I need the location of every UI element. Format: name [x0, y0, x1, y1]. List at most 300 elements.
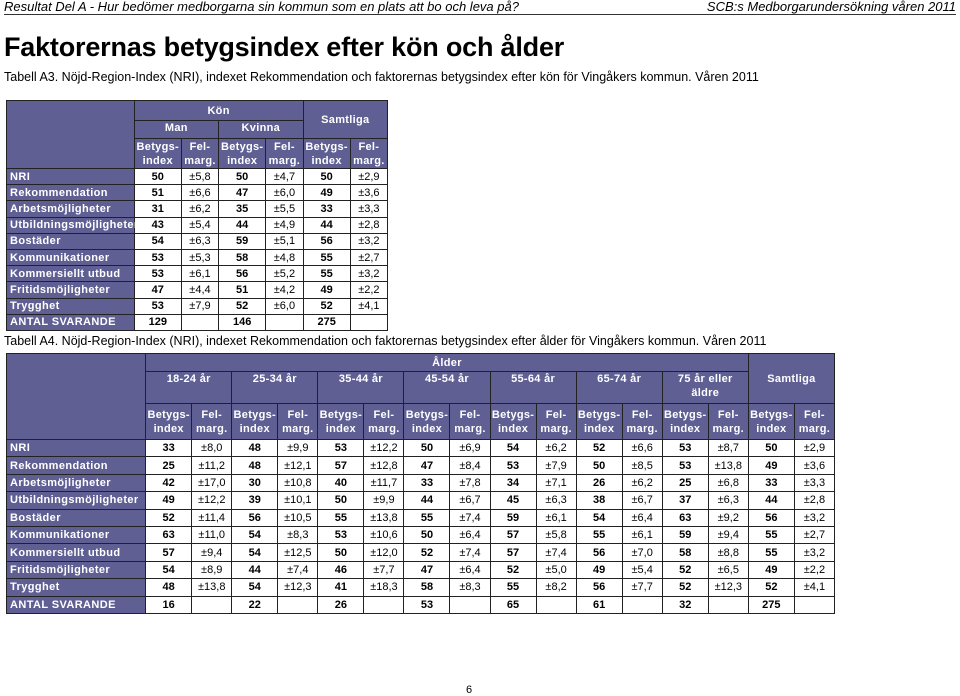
margin-cell: ±7,8 [450, 474, 490, 491]
margin-cell [536, 596, 576, 613]
index-cell: 63 [662, 509, 708, 526]
margin-cell: ±9,9 [364, 492, 404, 509]
index-cell: 44 [303, 217, 350, 233]
index-cell: 45 [490, 492, 536, 509]
group-header: Ålder [146, 354, 749, 372]
index-cell: 31 [134, 201, 181, 217]
margin-cell: ±2,7 [350, 249, 387, 265]
group-column-header: 45-54 år [404, 372, 490, 404]
index-subheader: Betygs-index [404, 404, 450, 440]
row-label: Arbetsmöjligheter [7, 474, 146, 491]
table-row [7, 596, 835, 613]
index-cell: 50 [318, 544, 364, 561]
index-subheader: Betygs-index [318, 404, 364, 440]
index-cell: 39 [232, 492, 278, 509]
row-label: NRI [7, 169, 135, 185]
index-cell: 50 [748, 440, 794, 457]
index-cell: 50 [318, 492, 364, 509]
index-cell: 54 [232, 579, 278, 596]
margin-subheader: Fel-marg. [708, 404, 748, 440]
index-cell: 52 [303, 298, 350, 314]
index-cell: 52 [146, 509, 192, 526]
margin-cell: ±6,2 [536, 440, 576, 457]
index-cell: 55 [490, 579, 536, 596]
index-cell: 33 [404, 474, 450, 491]
index-cell: 33 [146, 440, 192, 457]
index-cell: 58 [662, 544, 708, 561]
index-subheader: Betygs-index [490, 404, 536, 440]
margin-cell: ±3,3 [794, 474, 834, 491]
margin-cell: ±12,8 [364, 457, 404, 474]
index-cell: 49 [576, 561, 622, 578]
index-cell: 54 [232, 544, 278, 561]
index-cell: 55 [318, 509, 364, 526]
index-cell: 53 [662, 457, 708, 474]
margin-cell: ±4,9 [266, 217, 303, 233]
group-column-header: 65-74 år [576, 372, 662, 404]
index-cell: 129 [134, 314, 181, 330]
table-row [7, 526, 835, 543]
margin-cell: ±7,7 [364, 561, 404, 578]
index-subheader: Betygs-index [303, 139, 350, 169]
table-row [7, 217, 388, 233]
index-cell: 53 [490, 457, 536, 474]
group-column-header: Kvinna [219, 121, 303, 139]
index-cell: 53 [318, 526, 364, 543]
margin-cell [181, 314, 218, 330]
index-cell: 33 [303, 201, 350, 217]
index-cell: 52 [490, 561, 536, 578]
table-row [7, 169, 388, 185]
index-cell: 53 [134, 249, 181, 265]
margin-cell: ±11,0 [192, 526, 232, 543]
group-column-header: 55-64 år [490, 372, 576, 404]
row-label: Trygghet [7, 579, 146, 596]
margin-cell: ±6,6 [181, 185, 218, 201]
total-header: Samtliga [748, 354, 834, 404]
index-cell: 26 [318, 596, 364, 613]
margin-subheader: Fel-marg. [536, 404, 576, 440]
margin-cell: ±11,7 [364, 474, 404, 491]
header-right: SCB:s Medborgarundersökning våren 2011 [706, 0, 956, 14]
index-cell: 59 [662, 526, 708, 543]
index-cell: 47 [404, 561, 450, 578]
margin-cell: ±2,9 [794, 440, 834, 457]
margin-cell: ±2,8 [794, 492, 834, 509]
margin-cell: ±2,9 [350, 169, 387, 185]
margin-cell: ±4,8 [266, 249, 303, 265]
index-cell: 59 [219, 233, 266, 249]
margin-cell: ±6,6 [622, 440, 662, 457]
index-cell: 50 [303, 169, 350, 185]
margin-cell: ±6,0 [266, 298, 303, 314]
margin-cell: ±5,5 [266, 201, 303, 217]
margin-cell: ±6,0 [266, 185, 303, 201]
margin-cell: ±10,1 [278, 492, 318, 509]
index-cell: 55 [303, 266, 350, 282]
index-cell: 56 [748, 509, 794, 526]
margin-cell: ±6,4 [622, 509, 662, 526]
index-cell: 49 [748, 561, 794, 578]
row-label: ANTAL SVARANDE [7, 596, 146, 613]
margin-cell: ±2,8 [350, 217, 387, 233]
index-subheader: Betygs-index [146, 404, 192, 440]
index-cell: 65 [490, 596, 536, 613]
margin-cell [350, 314, 387, 330]
index-cell: 44 [232, 561, 278, 578]
index-cell: 47 [134, 282, 181, 298]
margin-cell: ±5,0 [536, 561, 576, 578]
margin-cell: ±6,2 [181, 201, 218, 217]
table-a4 [6, 353, 835, 614]
margin-cell: ±5,3 [181, 249, 218, 265]
row-label: Fritidsmöjligheter [7, 282, 135, 298]
index-cell: 32 [662, 596, 708, 613]
index-cell: 47 [219, 185, 266, 201]
group-column-header: Man [134, 121, 218, 139]
index-cell: 49 [748, 457, 794, 474]
margin-cell: ±8,9 [192, 561, 232, 578]
margin-cell: ±7,4 [536, 544, 576, 561]
row-label: Fritidsmöjligheter [7, 561, 146, 578]
index-cell: 49 [303, 282, 350, 298]
index-cell: 61 [576, 596, 622, 613]
index-cell: 53 [134, 298, 181, 314]
index-cell: 52 [748, 579, 794, 596]
index-cell: 52 [404, 544, 450, 561]
margin-cell: ±5,8 [181, 169, 218, 185]
margin-cell: ±3,3 [350, 201, 387, 217]
table-row [7, 201, 388, 217]
margin-cell [278, 596, 318, 613]
margin-cell [364, 596, 404, 613]
index-cell: 53 [404, 596, 450, 613]
margin-cell: ±4,1 [794, 579, 834, 596]
index-cell: 47 [404, 457, 450, 474]
margin-cell: ±7,1 [536, 474, 576, 491]
margin-cell: ±13,8 [364, 509, 404, 526]
index-cell: 33 [748, 474, 794, 491]
row-label: ANTAL SVARANDE [7, 314, 135, 330]
row-label: Arbetsmöjligheter [7, 201, 135, 217]
index-cell: 50 [219, 169, 266, 185]
margin-cell: ±3,2 [794, 544, 834, 561]
index-subheader: Betygs-index [232, 404, 278, 440]
group-header: Kön [134, 101, 303, 121]
margin-cell [266, 314, 303, 330]
index-cell: 275 [303, 314, 350, 330]
index-cell: 50 [404, 526, 450, 543]
margin-cell: ±13,8 [192, 579, 232, 596]
index-cell: 56 [576, 544, 622, 561]
index-cell: 38 [576, 492, 622, 509]
margin-cell: ±8,2 [536, 579, 576, 596]
index-cell: 53 [318, 440, 364, 457]
page-number: 6 [466, 684, 473, 696]
margin-cell: ±12,3 [708, 579, 748, 596]
index-cell: 51 [219, 282, 266, 298]
index-cell: 22 [232, 596, 278, 613]
index-cell: 146 [219, 314, 266, 330]
margin-cell: ±6,5 [708, 561, 748, 578]
index-cell: 58 [404, 579, 450, 596]
index-cell: 57 [490, 544, 536, 561]
margin-cell: ±6,2 [622, 474, 662, 491]
page-title: Faktorernas betygsindex efter kön och ålder [4, 32, 565, 62]
margin-subheader: Fel-marg. [181, 139, 218, 169]
margin-cell: ±11,2 [192, 457, 232, 474]
table-row [7, 266, 388, 282]
row-label: Kommunikationer [7, 249, 135, 265]
margin-cell: ±18,3 [364, 579, 404, 596]
index-cell: 275 [748, 596, 794, 613]
index-cell: 63 [146, 526, 192, 543]
margin-cell: ±8,0 [192, 440, 232, 457]
table-row [7, 249, 388, 265]
margin-cell: ±11,4 [192, 509, 232, 526]
index-cell: 30 [232, 474, 278, 491]
table-row [7, 492, 835, 509]
margin-cell: ±13,8 [708, 457, 748, 474]
corner-cell [7, 354, 146, 440]
index-subheader: Betygs-index [662, 404, 708, 440]
margin-cell: ±10,6 [364, 526, 404, 543]
margin-cell: ±4,2 [266, 282, 303, 298]
index-cell: 55 [748, 526, 794, 543]
margin-cell: ±4,7 [266, 169, 303, 185]
margin-cell: ±6,1 [181, 266, 218, 282]
index-cell: 54 [232, 526, 278, 543]
margin-cell [622, 596, 662, 613]
margin-cell: ±5,4 [181, 217, 218, 233]
index-cell: 54 [490, 440, 536, 457]
margin-cell: ±6,3 [708, 492, 748, 509]
margin-cell: ±7,4 [450, 544, 490, 561]
margin-cell: ±9,2 [708, 509, 748, 526]
margin-cell: ±8,4 [450, 457, 490, 474]
group-column-header: 75 år eller äldre [662, 372, 748, 404]
index-subheader: Betygs-index [748, 404, 794, 440]
header-left: Resultat Del A - Hur bedömer medborgarna sin kommun som en plats att bo och leva på? [4, 0, 519, 14]
margin-cell: ±5,8 [536, 526, 576, 543]
row-label: Trygghet [7, 298, 135, 314]
index-cell: 49 [303, 185, 350, 201]
index-cell: 35 [219, 201, 266, 217]
index-cell: 50 [576, 457, 622, 474]
margin-cell: ±6,8 [708, 474, 748, 491]
margin-cell: ±7,4 [278, 561, 318, 578]
margin-cell: ±12,2 [192, 492, 232, 509]
margin-cell: ±9,4 [192, 544, 232, 561]
margin-cell [794, 596, 834, 613]
index-cell: 43 [134, 217, 181, 233]
margin-subheader: Fel-marg. [622, 404, 662, 440]
margin-cell: ±2,7 [794, 526, 834, 543]
row-label: Kommersiellt utbud [7, 266, 135, 282]
index-cell: 56 [232, 509, 278, 526]
row-label: NRI [7, 440, 146, 457]
margin-cell: ±4,1 [350, 298, 387, 314]
row-label: Kommunikationer [7, 526, 146, 543]
index-subheader: Betygs-index [219, 139, 266, 169]
index-cell: 52 [662, 579, 708, 596]
table-row [7, 457, 835, 474]
margin-cell: ±6,4 [450, 561, 490, 578]
table-row [7, 440, 835, 457]
table-row [7, 544, 835, 561]
margin-cell: ±2,2 [794, 561, 834, 578]
group-column-header: 18-24 år [146, 372, 232, 404]
table-row [7, 474, 835, 491]
margin-cell: ±9,9 [278, 440, 318, 457]
index-cell: 44 [404, 492, 450, 509]
margin-cell: ±6,9 [450, 440, 490, 457]
margin-cell: ±6,1 [536, 509, 576, 526]
table-a4-caption: Tabell A4. Nöjd-Region-Index (NRI), indexet Rekommendation och faktorernas betygsindex efter ålder för Vingåkers kommun. Våren 2011 [4, 334, 767, 348]
margin-cell: ±6,7 [450, 492, 490, 509]
margin-cell: ±5,1 [266, 233, 303, 249]
index-cell: 52 [219, 298, 266, 314]
row-label: Utbildningsmöjligheter [7, 217, 135, 233]
margin-cell: ±10,5 [278, 509, 318, 526]
index-cell: 37 [662, 492, 708, 509]
margin-cell: ±12,1 [278, 457, 318, 474]
total-header: Samtliga [303, 101, 387, 139]
index-cell: 51 [134, 185, 181, 201]
row-label: Bostäder [7, 233, 135, 249]
margin-cell: ±17,0 [192, 474, 232, 491]
index-cell: 54 [134, 233, 181, 249]
row-label: Utbildningsmöjligheter [7, 492, 146, 509]
index-cell: 56 [576, 579, 622, 596]
margin-subheader: Fel-marg. [350, 139, 387, 169]
index-subheader: Betygs-index [576, 404, 622, 440]
index-cell: 57 [490, 526, 536, 543]
table-row [7, 314, 388, 330]
page-header [4, 0, 956, 15]
margin-subheader: Fel-marg. [278, 404, 318, 440]
index-cell: 54 [576, 509, 622, 526]
margin-cell: ±6,7 [622, 492, 662, 509]
index-cell: 54 [146, 561, 192, 578]
margin-cell: ±8,5 [622, 457, 662, 474]
corner-cell [7, 101, 135, 169]
margin-cell: ±7,9 [536, 457, 576, 474]
header-row [7, 354, 835, 372]
margin-cell: ±7,7 [622, 579, 662, 596]
index-cell: 44 [219, 217, 266, 233]
margin-cell: ±5,2 [266, 266, 303, 282]
index-cell: 52 [576, 440, 622, 457]
index-cell: 53 [662, 440, 708, 457]
row-label: Rekommendation [7, 457, 146, 474]
margin-subheader: Fel-marg. [450, 404, 490, 440]
table-row [7, 282, 388, 298]
index-cell: 48 [146, 579, 192, 596]
index-cell: 50 [404, 440, 450, 457]
table-row [7, 561, 835, 578]
index-cell: 55 [576, 526, 622, 543]
margin-cell: ±4,4 [181, 282, 218, 298]
table-row [7, 298, 388, 314]
margin-cell: ±3,2 [794, 509, 834, 526]
row-label: Kommersiellt utbud [7, 544, 146, 561]
group-column-header: 25-34 år [232, 372, 318, 404]
margin-subheader: Fel-marg. [364, 404, 404, 440]
margin-cell: ±3,6 [794, 457, 834, 474]
margin-cell: ±7,4 [450, 509, 490, 526]
index-cell: 25 [662, 474, 708, 491]
index-cell: 53 [134, 266, 181, 282]
margin-cell: ±7,0 [622, 544, 662, 561]
index-cell: 25 [146, 457, 192, 474]
index-cell: 42 [146, 474, 192, 491]
margin-subheader: Fel-marg. [794, 404, 834, 440]
margin-cell: ±6,4 [450, 526, 490, 543]
margin-cell: ±6,1 [622, 526, 662, 543]
index-cell: 26 [576, 474, 622, 491]
index-cell: 16 [146, 596, 192, 613]
index-cell: 48 [232, 440, 278, 457]
table-row [7, 509, 835, 526]
margin-cell: ±3,6 [350, 185, 387, 201]
margin-subheader: Fel-marg. [266, 139, 303, 169]
group-column-header: 35-44 år [318, 372, 404, 404]
index-cell: 50 [134, 169, 181, 185]
table-a3-caption: Tabell A3. Nöjd-Region-Index (NRI), indexet Rekommendation och faktorernas betygsindex efter kön för Vingåkers kommun. Våren 2011 [4, 70, 759, 84]
index-cell: 58 [219, 249, 266, 265]
table-row [7, 579, 835, 596]
table-row [7, 185, 388, 201]
index-cell: 49 [146, 492, 192, 509]
margin-subheader: Fel-marg. [192, 404, 232, 440]
margin-cell: ±12,3 [278, 579, 318, 596]
margin-cell: ±10,8 [278, 474, 318, 491]
index-cell: 41 [318, 579, 364, 596]
index-cell: 59 [490, 509, 536, 526]
margin-cell [708, 596, 748, 613]
table-a3 [6, 100, 388, 331]
margin-cell: ±12,0 [364, 544, 404, 561]
header-row [7, 101, 388, 121]
margin-cell: ±8,3 [450, 579, 490, 596]
table-row [7, 233, 388, 249]
row-label: Rekommendation [7, 185, 135, 201]
margin-cell: ±8,3 [278, 526, 318, 543]
margin-cell: ±8,8 [708, 544, 748, 561]
index-cell: 44 [748, 492, 794, 509]
margin-cell: ±9,4 [708, 526, 748, 543]
margin-cell: ±3,2 [350, 266, 387, 282]
margin-cell: ±3,2 [350, 233, 387, 249]
index-cell: 56 [219, 266, 266, 282]
index-cell: 52 [662, 561, 708, 578]
index-subheader: Betygs-index [134, 139, 181, 169]
margin-cell: ±12,5 [278, 544, 318, 561]
margin-cell [450, 596, 490, 613]
margin-cell: ±8,7 [708, 440, 748, 457]
index-cell: 34 [490, 474, 536, 491]
margin-cell: ±12,2 [364, 440, 404, 457]
index-cell: 55 [404, 509, 450, 526]
index-cell: 57 [146, 544, 192, 561]
margin-cell: ±2,2 [350, 282, 387, 298]
index-cell: 40 [318, 474, 364, 491]
index-cell: 48 [232, 457, 278, 474]
index-cell: 56 [303, 233, 350, 249]
margin-cell: ±6,3 [536, 492, 576, 509]
margin-cell: ±6,3 [181, 233, 218, 249]
